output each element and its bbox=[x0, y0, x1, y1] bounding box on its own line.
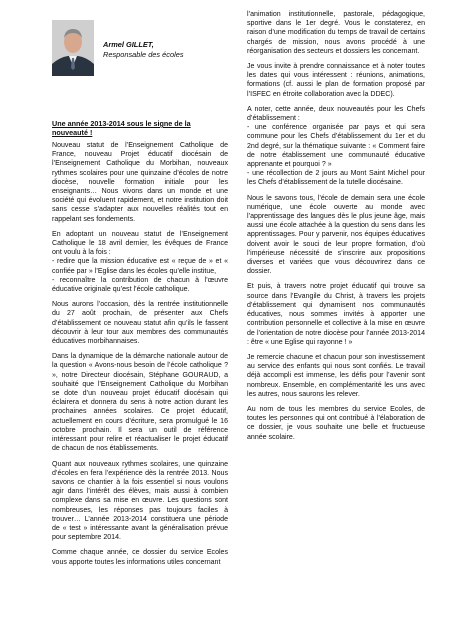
paragraph: Dans la dynamique de la démarche nationale autour de la question « Avons-nous besoin de l’école catholique ? », notre Directeur diocésain, Stéphane GOURAUD, a souhaité que l’Enseignement Catholique du Morbihan se dote d’un nouveau projet éducatif diocésain qui éclairera et donnera du sens à notre action durant les prochaines années scolaires. Ce projet éducatif, actuellement en cours d’écriture, sera promulgué le 16 octobre prochain. Il sera un outil de référence intéressant pour relire et réactualiser le projet éducatif de chacun de nos établissements. bbox=[52, 353, 228, 453]
list-item: - une récollection de 2 jours au Mont Saint Michel pour les Chefs d’établissement de la tutelle diocésaine. bbox=[247, 170, 425, 187]
paragraph: Nous le savons tous, l’école de demain sera une école numérique, une école ouverte au monde avec l’apprentissage des langues dès le plus jeune âge, mais aussi une école attachée à la question du sens dans les apprentissages. Pour y parvenir, nos équipes éducatives doivent avoir le souci de leur propre formation, d’où l’impérieuse nécessité de s’inscrire aux propositions diverses et variées que vous découvrirez dans ce dossier. bbox=[247, 194, 425, 276]
paragraph: Et puis, à travers notre projet éducatif qui trouve sa source dans l’Evangile du Christ, à travers les projets d’établissement qui dynamisent nos communautés éducatives, nous sommes invités à apporter une contribution personnelle et collective à la mise en œuvre de l’orientation de notre diocèse pour l’année 2013-2014 : être « une Eglise qui rayonne ! » bbox=[247, 283, 425, 346]
author-block bbox=[103, 40, 184, 60]
left-list bbox=[52, 257, 228, 294]
paragraph: Comme chaque année, ce dossier du service Ecoles vous apporte toutes les informations utiles concernant bbox=[52, 549, 228, 566]
paragraph: Je vous invite à prendre connaissance et à noter toutes les dates qui vous intéressent : réunions, animations, formations (cf. aussi le plan de formation proposé par l’ISFEC en étroite collaboration avec la DDEC). bbox=[247, 63, 425, 98]
paragraph: Au nom de tous les membres du service Ecoles, de toutes les personnes qui ont contribué à l’élaboration de ce dossier, je vous souhaite une belle et fructueuse année scolaire. bbox=[247, 405, 425, 441]
right-list bbox=[247, 123, 425, 187]
article-headline: Une année 2013-2014 sous le signe de la nouveauté ! bbox=[52, 119, 191, 138]
author-name: Armel GILLET, bbox=[103, 40, 154, 49]
left-body bbox=[52, 141, 228, 573]
paragraph: Nouveau statut de l’Enseignement Catholique de France, nouveau Projet éducatif diocésain de l’Enseignement Catholique du Morbihan, nouveaux rythmes scolaires pour une quinzaine d’écoles de notre diocèse, nouvelle formation initiale pour les enseignants… Nous vivons dans un monde et une société qui évoluent rapidement, et notre institution doit sans cesse s’adapter aux nouvelles réalités tout en rappelant ses fondements. bbox=[52, 142, 228, 223]
author-photo bbox=[52, 20, 94, 76]
list-item: - reconnaître la contribution de chacun à l’œuvre éducative originale qu’est l’école catholique. bbox=[52, 276, 228, 294]
paragraph: Nous aurons l’occasion, dès la rentrée institutionnelle du 27 août prochain, de présenter aux Chefs d’établissement ce nouveau statut afin qu’ils le fassent découvrir à leur tour aux membres des communautés éducatives morbihannaises. bbox=[52, 301, 228, 346]
list-item: - redire que la mission éducative est « reçue de » et « confiée par » l’Eglise dans les écoles qu’elle institue, bbox=[52, 258, 228, 275]
right-body bbox=[247, 10, 425, 448]
paragraph: En adoptant un nouveau statut de l’Enseignement Catholique le 18 avril dernier, les évêques de France ont voulu à la fois : bbox=[52, 230, 228, 257]
list-item: - une conférence organisée par pays et qui sera commune pour les Chefs d’établissement du 1er et du 2nd degré, sur la thématique suivante : « Comment faire de notre établissement une communauté éducative apprenante et pourquoi ? » bbox=[247, 124, 425, 169]
paragraph: l’animation institutionnelle, pastorale, pédagogique, sportive dans le 1er degré. Vous le constaterez, en raison d’une modification du temps de travail de certains chargés de mission, nous avons procédé à une réorganisation des secteurs et dossiers les concernant. bbox=[247, 11, 425, 55]
paragraph: Je remercie chacune et chacun pour son investissement au service des enfants qui nous sont confiés. Le travail déjà accompli est immense, les défis pour l’avenir sont nombreux. Ensemble, en complémentarité les uns avec les autres, nous saurons les relever. bbox=[247, 353, 425, 398]
author-portrait-icon bbox=[52, 20, 94, 76]
paragraph: A noter, cette année, deux nouveautés pour les Chefs d’établissement : bbox=[247, 105, 425, 123]
author-role: Responsable des écoles bbox=[103, 50, 184, 59]
paragraph: Quant aux nouveaux rythmes scolaires, une quinzaine d’écoles en fera l’expérience dès la rentrée 2013. Nous savons ce chantier à la fois essentiel si nous voulons agir dans l’intérêt des élèves, mais aussi à combien complexe dans sa mise en œuvre. Les questions sont nombreuses, les réponses pas toujours faciles à trouver… L’année 2013-2014 constituera une période de « test » intéressante avant la généralisation prévue pour septembre 2014. bbox=[52, 460, 228, 542]
